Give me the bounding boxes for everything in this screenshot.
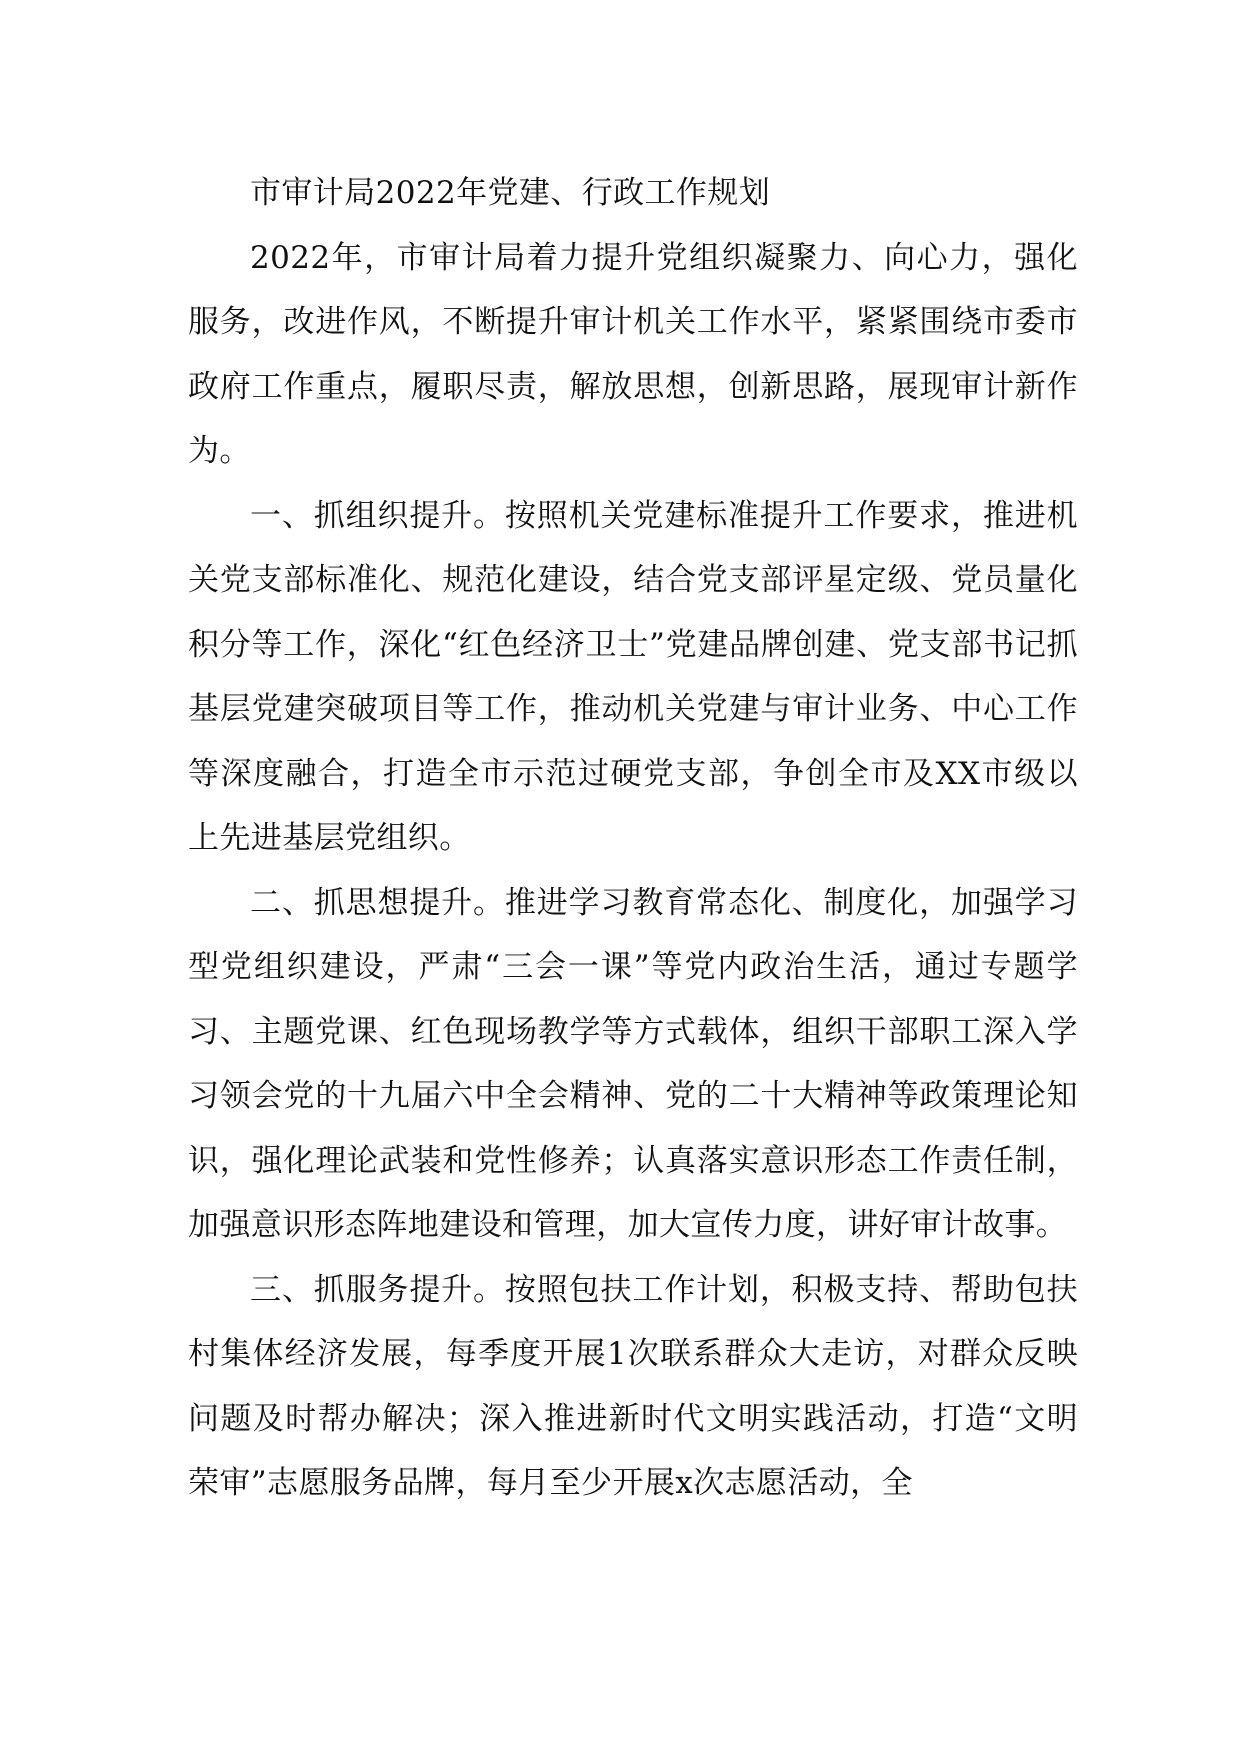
intro-paragraph: 2022年，市审计局着力提升党组织凝聚力、向心力，强化服务，改进作风，不断提升审计机关工作水平，紧紧围绕市委市政府工作重点，履职尽责，解放思想，创新思路，展现审计新作为。 (188, 239, 1078, 469)
section-thought-paragraph: 二、抓思想提升。推进学习教育常态化、制度化，加强学习型党组织建设，严肃“三会一课”等党内政治生活，通过专题学习、主题党课、红色现场教学等方式载体，组织干部职工深入学习领会党的十九届六中全会精神、党的二十大精神等政策理论知识，强化理论武装和党性修养；认真落实意识形态工作责任制，加强意识形态阵地建设和管理，加大宣传力度，讲好审计故事。 (188, 884, 1078, 1243)
section-service-paragraph: 三、抓服务提升。按照包扶工作计划，积极支持、帮助包扶村集体经济发展，每季度开展1次联系群众大走访，对群众反映问题及时帮办解决；深入推进新时代文明实践活动，打造“文明荣审”志愿服务品牌，每月至少开展x次志愿活动，全 (188, 1271, 1078, 1501)
document-title: 市审计局2022年党建、行政工作规划 (250, 175, 771, 211)
document-body (188, 161, 1078, 1516)
section-organization-paragraph: 一、抓组织提升。按照机关党建标准提升工作要求，推进机关党支部标准化、规范化建设，结合党支部评星定级、党员量化积分等工作，深化“红色经济卫士”党建品牌创建、党支部书记抓基层党建突破项目等工作，推动机关党建与审计业务、中心工作等深度融合，打造全市示范过硬党支部，争创全市及XX市级以上先进基层党组织。 (188, 497, 1078, 856)
